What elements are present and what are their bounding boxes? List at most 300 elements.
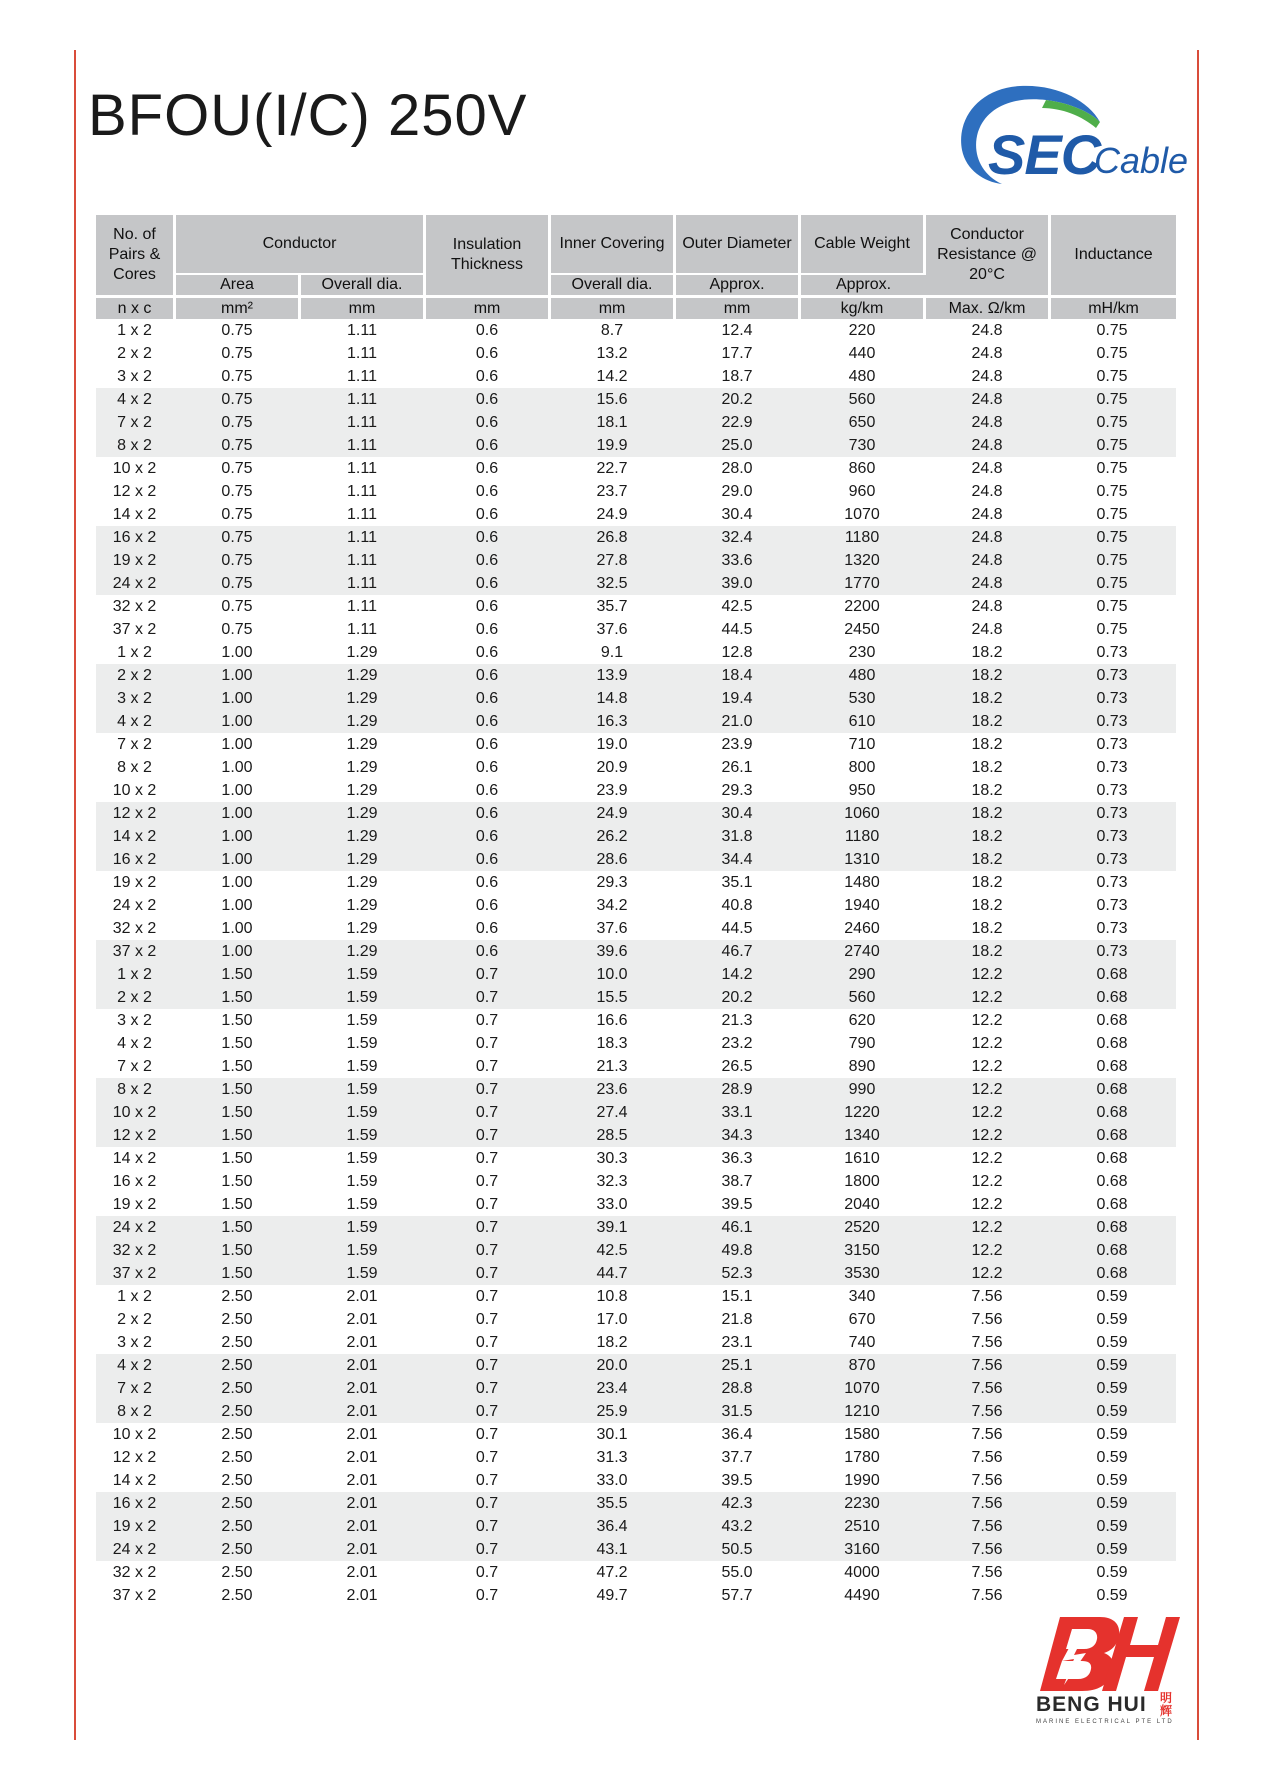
table-cell: 0.6: [426, 848, 551, 871]
table-cell: 0.75: [176, 572, 301, 595]
table-cell: 0.68: [1051, 1216, 1176, 1239]
table-cell: 12 x 2: [112, 1448, 157, 1466]
table-cell: 2.01: [346, 1310, 378, 1328]
header-outer-diameter: Outer Diameter: [676, 215, 801, 273]
table-cell: 1.50: [221, 1195, 253, 1213]
table-cell: 22.7: [596, 459, 628, 477]
table-cell: 440: [848, 344, 876, 362]
table-cell: 1.50: [221, 1172, 253, 1190]
table-cell: 7 x 2: [96, 411, 176, 434]
header-insulation: Insulation Thickness: [426, 215, 551, 295]
table-cell: 0.59: [1051, 1515, 1176, 1538]
table-cell: 14.8: [551, 687, 676, 710]
table-cell: 1.00: [176, 940, 301, 963]
table-cell: 0.75: [221, 344, 253, 362]
table-cell: 1.59: [346, 1195, 378, 1213]
table-cell: 0.6: [426, 388, 551, 411]
table-cell: 0.7: [475, 1287, 499, 1305]
table-cell: 1060: [801, 802, 926, 825]
table-row: [96, 802, 1176, 825]
table-cell: 15.6: [551, 388, 676, 411]
table-cell: 1.11: [301, 434, 426, 457]
table-cell: 19 x 2: [112, 873, 157, 891]
table-cell: 0.6: [475, 643, 499, 661]
table-cell: 18.3: [596, 1034, 628, 1052]
table-cell: 1.59: [346, 1011, 378, 1029]
table-cell: 32 x 2: [112, 1563, 157, 1581]
table-cell: 2.50: [176, 1400, 301, 1423]
table-cell: 12.2: [971, 1195, 1003, 1213]
table-cell: 1.50: [176, 1262, 301, 1285]
table-cell: 24.8: [971, 620, 1003, 638]
table-cell: 0.7: [475, 1034, 499, 1052]
table-cell: 24.9: [596, 505, 628, 523]
table-cell: 1480: [844, 873, 880, 891]
table-cell: 0.6: [475, 482, 499, 500]
table-row: [96, 388, 1176, 411]
table-cell: 16 x 2: [96, 526, 176, 549]
table-cell: 0.6: [475, 367, 499, 385]
table-cell: 0.7: [426, 1124, 551, 1147]
table-cell: 13.9: [551, 664, 676, 687]
table-cell: 1.00: [221, 873, 253, 891]
table-row: [96, 1055, 1176, 1078]
table-cell: 0.6: [426, 687, 551, 710]
table-cell: 2.01: [301, 1538, 426, 1561]
table-cell: 2.01: [346, 1287, 378, 1305]
table-cell: 1.11: [301, 549, 426, 572]
unit-cell: kg/km: [801, 295, 926, 319]
table-cell: 650: [801, 411, 926, 434]
table-cell: 1.11: [347, 597, 377, 615]
table-cell: 1310: [801, 848, 926, 871]
cable-spec-table: [96, 215, 1176, 1607]
table-cell: 790: [848, 1034, 876, 1052]
table-cell: 1.59: [301, 986, 426, 1009]
table-cell: 34.4: [676, 848, 801, 871]
table-cell: 0.7: [475, 1011, 499, 1029]
table-row: [96, 1400, 1176, 1423]
table-cell: 0.59: [1096, 1287, 1128, 1305]
header-inner-covering: Inner Covering: [551, 215, 676, 273]
table-cell: 0.75: [1096, 459, 1128, 477]
table-cell: 2.01: [346, 1563, 378, 1581]
table-row: [96, 503, 1176, 526]
table-cell: 1.59: [301, 1239, 426, 1262]
table-cell: 0.73: [1096, 735, 1128, 753]
table-cell: 1.29: [301, 825, 426, 848]
table-cell: 1580: [844, 1425, 880, 1443]
table-cell: 0.59: [1096, 1563, 1128, 1581]
table-cell: 0.59: [1096, 1586, 1128, 1604]
sec-cable-logo: [950, 78, 1189, 188]
table-cell: 1210: [801, 1400, 926, 1423]
table-cell: 1.00: [176, 802, 301, 825]
table-cell: 1.11: [347, 505, 377, 523]
table-row: [96, 1124, 1176, 1147]
table-cell: 1990: [844, 1471, 880, 1489]
table-cell: 37.6: [596, 620, 628, 638]
table-cell: 0.6: [475, 321, 499, 339]
table-row: [96, 779, 1176, 802]
header-cable-weight: Cable Weight: [801, 215, 926, 273]
table-cell: 1.59: [346, 1034, 378, 1052]
table-cell: 1.29: [346, 896, 378, 914]
table-cell: 36.4: [721, 1425, 753, 1443]
table-cell: 12.2: [926, 1239, 1051, 1262]
table-cell: 30.4: [676, 802, 801, 825]
table-cell: 18.2: [926, 848, 1051, 871]
table-cell: 1.00: [176, 664, 301, 687]
table-cell: 1.50: [176, 986, 301, 1009]
table-cell: 0.68: [1051, 1239, 1176, 1262]
table-cell: 4 x 2: [96, 1354, 176, 1377]
table-cell: 0.6: [426, 434, 551, 457]
table-row: [96, 1193, 1176, 1216]
table-cell: 1.50: [221, 1057, 253, 1075]
table-cell: 0.73: [1096, 758, 1128, 776]
table-cell: 890: [848, 1057, 876, 1075]
table-cell: 37.7: [721, 1448, 753, 1466]
table-cell: 0.75: [221, 367, 253, 385]
header-pairs-cores: No. of Pairs & Cores: [96, 215, 176, 295]
table-cell: 0.73: [1051, 710, 1176, 733]
table-cell: 0.68: [1051, 1124, 1176, 1147]
table-cell: 1610: [844, 1149, 880, 1167]
table-cell: 18.2: [971, 919, 1003, 937]
table-cell: 1.11: [301, 526, 426, 549]
table-cell: 30.3: [596, 1149, 628, 1167]
table-cell: 610: [801, 710, 926, 733]
table-cell: 12 x 2: [96, 802, 176, 825]
table-cell: 0.6: [475, 597, 499, 615]
table-cell: 23.7: [596, 482, 628, 500]
table-cell: 2.50: [221, 1586, 253, 1604]
table-cell: 7.56: [926, 1377, 1051, 1400]
table-cell: 10.8: [596, 1287, 628, 1305]
table-cell: 24 x 2: [96, 1538, 176, 1561]
table-cell: 620: [848, 1011, 876, 1029]
table-cell: 480: [801, 664, 926, 687]
unit-cell: mm: [301, 295, 426, 319]
table-cell: 1070: [844, 505, 880, 523]
table-cell: 1.11: [301, 572, 426, 595]
table-cell: 8 x 2: [117, 758, 152, 776]
table-cell: 12.8: [721, 643, 753, 661]
table-cell: 0.7: [426, 1101, 551, 1124]
table-cell: 950: [848, 781, 876, 799]
table-cell: 0.7: [475, 1425, 499, 1443]
table-cell: 0.7: [426, 1492, 551, 1515]
table-row: [96, 342, 1176, 365]
table-row: [96, 1492, 1176, 1515]
table-cell: 18.2: [926, 687, 1051, 710]
table-cell: 3150: [801, 1239, 926, 1262]
table-row: [96, 986, 1176, 1009]
table-cell: 0.59: [1051, 1400, 1176, 1423]
table-cell: 18.2: [926, 664, 1051, 687]
table-cell: 1.11: [301, 388, 426, 411]
table-cell: 38.7: [721, 1172, 753, 1190]
table-row: [96, 618, 1176, 641]
table-cell: 18.2: [971, 873, 1003, 891]
table-cell: 24 x 2: [96, 572, 176, 595]
table-cell: 1.00: [221, 919, 253, 937]
table-cell: 2.50: [176, 1515, 301, 1538]
table-cell: 37 x 2: [112, 620, 157, 638]
table-cell: 0.73: [1096, 919, 1128, 937]
table-row: [96, 733, 1176, 756]
table-cell: 0.75: [1051, 411, 1176, 434]
table-cell: 1800: [844, 1172, 880, 1190]
table-cell: 18.2: [926, 710, 1051, 733]
table-cell: 0.75: [1051, 549, 1176, 572]
table-cell: 27.4: [551, 1101, 676, 1124]
table-cell: 1.11: [301, 411, 426, 434]
table-cell: 12.2: [926, 1216, 1051, 1239]
table-cell: 35.1: [721, 873, 753, 891]
table-row: [96, 1561, 1176, 1584]
table-cell: 42.3: [676, 1492, 801, 1515]
table-cell: 19 x 2: [96, 1515, 176, 1538]
table-cell: 21.3: [596, 1057, 628, 1075]
page-title: BFOU(I/C) 250V: [88, 83, 528, 148]
table-cell: 8 x 2: [96, 434, 176, 457]
table-cell: 3 x 2: [117, 1333, 152, 1351]
table-cell: 7.56: [971, 1425, 1003, 1443]
table-cell: 37.6: [596, 919, 628, 937]
table-cell: 1.50: [176, 963, 301, 986]
table-cell: 1.00: [221, 781, 253, 799]
table-cell: 0.7: [475, 1310, 499, 1328]
left-margin-rule: [74, 50, 76, 1740]
table-cell: 20.2: [676, 388, 801, 411]
table-cell: 0.59: [1096, 1333, 1128, 1351]
table-cell: 1.59: [301, 1078, 426, 1101]
table-cell: 7.56: [971, 1563, 1003, 1581]
table-cell: 0.75: [176, 549, 301, 572]
table-cell: 2.50: [221, 1287, 253, 1305]
table-cell: 24.8: [971, 482, 1003, 500]
table-cell: 0.6: [426, 526, 551, 549]
table-cell: 0.75: [176, 411, 301, 434]
table-cell: 1.29: [301, 940, 426, 963]
table-cell: 0.7: [475, 1586, 499, 1604]
table-cell: 1.00: [176, 687, 301, 710]
table-cell: 0.6: [475, 919, 499, 937]
table-cell: 23.6: [551, 1078, 676, 1101]
table-row: [96, 1285, 1176, 1308]
table-cell: 16.6: [596, 1011, 628, 1029]
table-row: [96, 1538, 1176, 1561]
table-cell: 1780: [844, 1448, 880, 1466]
table-cell: 0.75: [221, 321, 253, 339]
table-cell: 43.1: [551, 1538, 676, 1561]
table-cell: 1.11: [347, 344, 377, 362]
table-cell: 23.4: [551, 1377, 676, 1400]
table-cell: 10 x 2: [112, 781, 157, 799]
table-cell: 0.68: [1096, 1172, 1128, 1190]
table-cell: 0.7: [426, 1538, 551, 1561]
table-cell: 1.59: [301, 1216, 426, 1239]
table-cell: 0.68: [1096, 1011, 1128, 1029]
table-cell: 24.8: [926, 549, 1051, 572]
table-cell: 19.4: [676, 687, 801, 710]
table-row: [96, 1239, 1176, 1262]
table-cell: 39.0: [676, 572, 801, 595]
table-cell: 0.75: [1096, 505, 1128, 523]
table-cell: 1.50: [176, 1124, 301, 1147]
table-cell: 12.2: [926, 986, 1051, 1009]
table-cell: 17.7: [721, 344, 753, 362]
table-cell: 2740: [801, 940, 926, 963]
table-cell: 37 x 2: [112, 1586, 157, 1604]
table-cell: 14 x 2: [96, 825, 176, 848]
table-cell: 2.01: [301, 1354, 426, 1377]
table-cell: 0.7: [475, 1563, 499, 1581]
table-cell: 26.1: [721, 758, 753, 776]
table-cell: 1 x 2: [117, 1287, 152, 1305]
table-cell: 1.00: [221, 643, 253, 661]
table-cell: 0.75: [1051, 434, 1176, 457]
table-cell: 16 x 2: [96, 1492, 176, 1515]
table-cell: 0.75: [221, 459, 253, 477]
table-cell: 0.75: [221, 482, 253, 500]
table-row: [96, 917, 1176, 940]
table-cell: 7 x 2: [117, 735, 152, 753]
table-cell: 0.7: [475, 1333, 499, 1351]
table-row: [96, 1262, 1176, 1285]
table-cell: 12.2: [971, 1011, 1003, 1029]
table-cell: 1.00: [176, 848, 301, 871]
table-cell: 2510: [801, 1515, 926, 1538]
table-cell: 39.5: [721, 1471, 753, 1489]
table-cell: 1.29: [346, 781, 378, 799]
table-row: [96, 756, 1176, 779]
table-cell: 2.01: [301, 1515, 426, 1538]
table-cell: 23.1: [721, 1333, 753, 1351]
table-cell: 7.56: [971, 1586, 1003, 1604]
table-cell: 0.59: [1051, 1492, 1176, 1515]
table-cell: 2.50: [221, 1333, 253, 1351]
table-cell: 42.5: [551, 1239, 676, 1262]
table-cell: 22.9: [676, 411, 801, 434]
header-overall-dia: Overall dia.: [301, 273, 426, 295]
table-cell: 43.2: [676, 1515, 801, 1538]
table-row: [96, 595, 1176, 618]
table-cell: 12.2: [926, 1078, 1051, 1101]
table-row: [96, 963, 1176, 986]
table-cell: 1.59: [346, 1057, 378, 1075]
table-cell: 1.11: [347, 620, 377, 638]
table-cell: 3160: [801, 1538, 926, 1561]
table-cell: 1.29: [301, 848, 426, 871]
unit-cell: mH/km: [1051, 295, 1176, 319]
table-cell: 1940: [844, 896, 880, 914]
table-row: [96, 1377, 1176, 1400]
table-cell: 0.59: [1096, 1448, 1128, 1466]
table-cell: 0.73: [1051, 825, 1176, 848]
table-cell: 2.01: [301, 1377, 426, 1400]
unit-cell: Max. Ω/km: [926, 295, 1051, 319]
table-row: [96, 1170, 1176, 1193]
table-row: [96, 526, 1176, 549]
table-cell: 860: [848, 459, 876, 477]
table-cell: 7.56: [926, 1354, 1051, 1377]
table-cell: 37 x 2: [96, 1262, 176, 1285]
table-cell: 0.7: [475, 1149, 499, 1167]
table-cell: 1.59: [346, 1172, 378, 1190]
table-cell: 14 x 2: [112, 505, 157, 523]
table-cell: 23.2: [721, 1034, 753, 1052]
table-cell: 30.4: [721, 505, 753, 523]
table-cell: 33.1: [676, 1101, 801, 1124]
table-cell: 52.3: [676, 1262, 801, 1285]
table-cell: 44.5: [721, 919, 753, 937]
table-cell: 18.7: [721, 367, 753, 385]
table-cell: 990: [801, 1078, 926, 1101]
table-row: [96, 1584, 1176, 1607]
table-cell: 28.8: [676, 1377, 801, 1400]
table-cell: 50.5: [676, 1538, 801, 1561]
table-row: [96, 641, 1176, 664]
table-cell: 32 x 2: [112, 919, 157, 937]
table-cell: 0.7: [426, 1377, 551, 1400]
table-cell: 14.2: [596, 367, 628, 385]
table-cell: 18.2: [971, 758, 1003, 776]
table-cell: 12 x 2: [96, 1124, 176, 1147]
table-cell: 2.50: [176, 1354, 301, 1377]
table-cell: 0.7: [426, 1400, 551, 1423]
table-cell: 1 x 2: [96, 963, 176, 986]
table-cell: 0.75: [1051, 572, 1176, 595]
table-cell: 0.6: [475, 873, 499, 891]
table-cell: 0.68: [1096, 1149, 1128, 1167]
table-cell: 2 x 2: [96, 664, 176, 687]
table-cell: 0.59: [1051, 1377, 1176, 1400]
table-cell: 1.50: [221, 1149, 253, 1167]
table-cell: 1.11: [347, 367, 377, 385]
table-cell: 2.01: [301, 1400, 426, 1423]
table-cell: 0.7: [426, 1216, 551, 1239]
table-cell: 1.00: [176, 825, 301, 848]
right-margin-rule: [1197, 50, 1199, 1740]
table-cell: 4490: [844, 1586, 880, 1604]
table-cell: 32.3: [596, 1172, 628, 1190]
table-cell: 0.59: [1096, 1425, 1128, 1443]
table-cell: 23.9: [596, 781, 628, 799]
table-cell: 340: [848, 1287, 876, 1305]
table-cell: 8 x 2: [96, 1078, 176, 1101]
table-cell: 10 x 2: [112, 1425, 157, 1443]
table-body: [96, 319, 1176, 1607]
table-cell: 480: [848, 367, 876, 385]
table-cell: 49.7: [596, 1586, 628, 1604]
table-cell: 2 x 2: [117, 1310, 152, 1328]
table-cell: 24.8: [971, 367, 1003, 385]
table-cell: 29.0: [721, 482, 753, 500]
table-cell: 29.3: [721, 781, 753, 799]
table-row: [96, 825, 1176, 848]
table-cell: 1770: [801, 572, 926, 595]
table-cell: 1.00: [221, 735, 253, 753]
table-cell: 9.1: [600, 643, 624, 661]
table-cell: 1340: [801, 1124, 926, 1147]
table-cell: 0.7: [426, 1239, 551, 1262]
table-row: [96, 549, 1176, 572]
table-cell: 1.50: [221, 1034, 253, 1052]
table-cell: 15.5: [551, 986, 676, 1009]
